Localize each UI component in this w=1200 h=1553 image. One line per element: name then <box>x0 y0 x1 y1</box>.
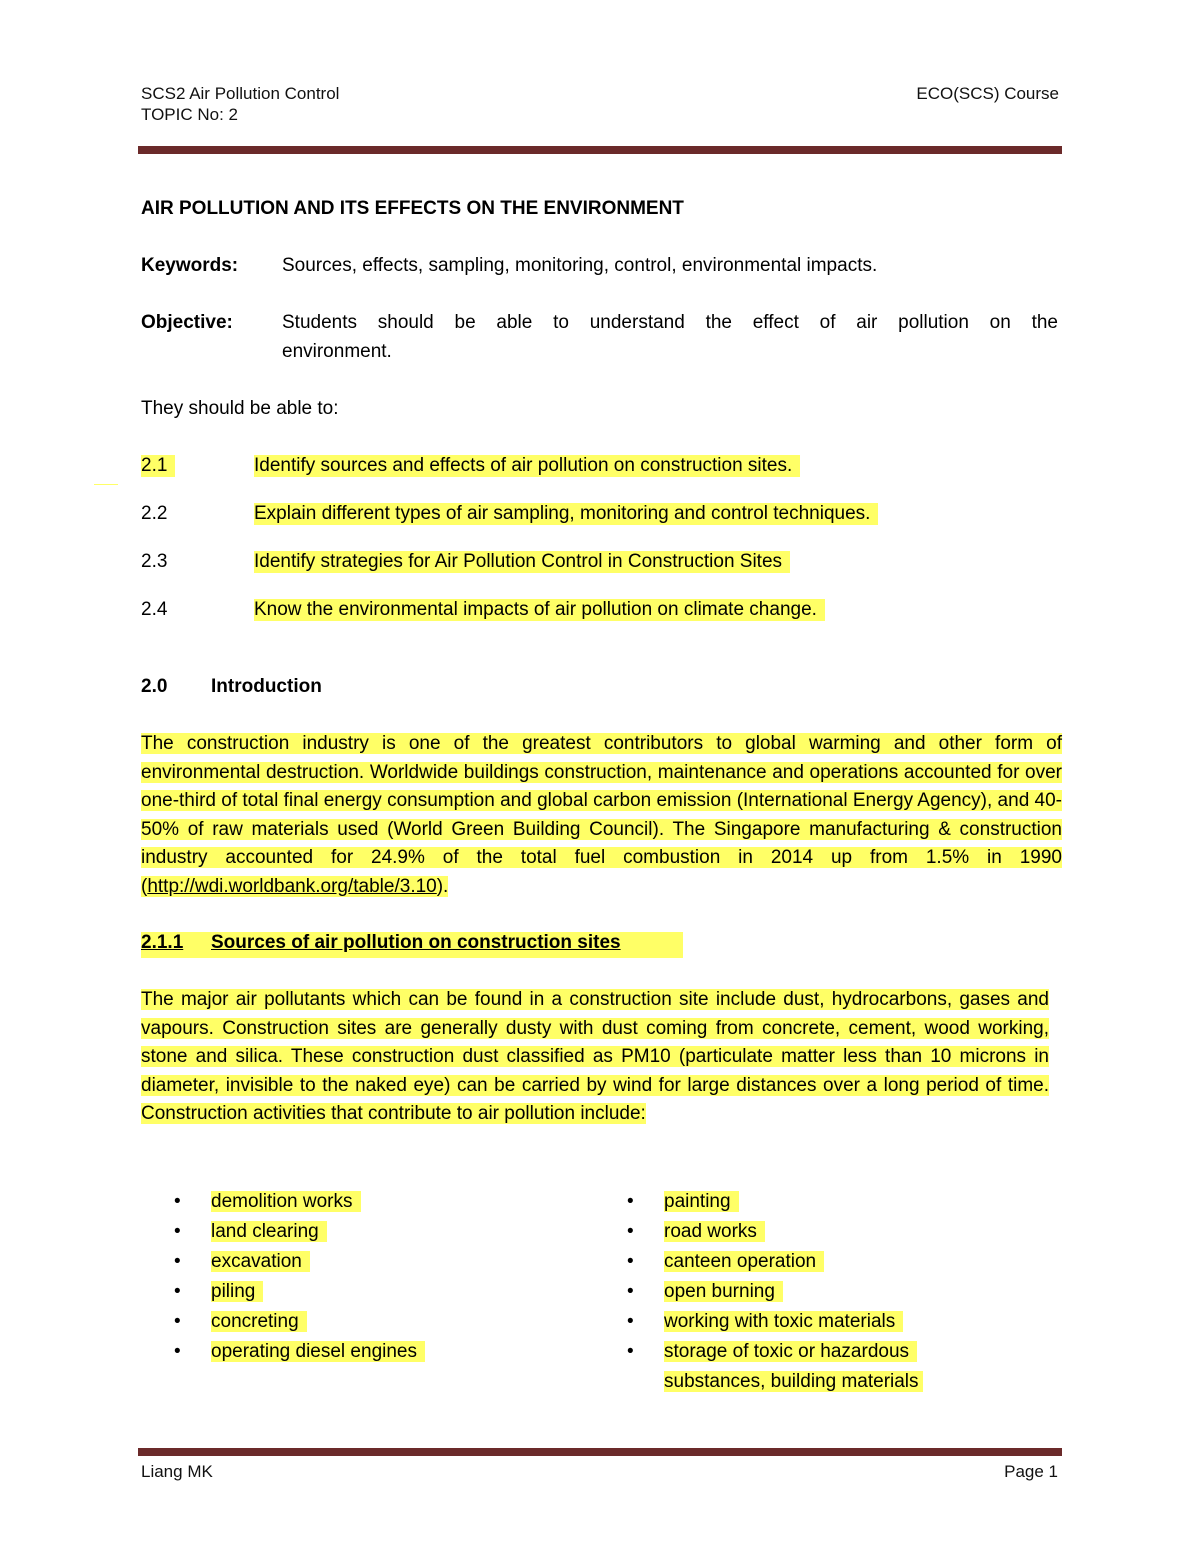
lead-in-text: They should be able to: <box>141 398 339 419</box>
footer-rule <box>138 1448 1062 1456</box>
footer-page-number: Page 1 <box>1004 1462 1058 1481</box>
bullet-icon: • <box>174 1191 181 1212</box>
intro-paragraph <box>141 730 1062 901</box>
header-rule <box>138 146 1062 154</box>
intro-paragraph-end: ). <box>436 875 449 897</box>
intro-paragraph-text: The construction industry is one of the greatest contributors to global warming and other form of environmental destruction. Worldwide buildings construction, maintenance and operations accounted for over one-third of total final energy consumption and global carbon emission (International Energy Agency), and 40-50% of raw materials used (World Green Building Council). The Singapore manufacturing & construction industry accounted for 24.9% of the total fuel combustion in 2014 up from 1.5% in 1990 ( <box>141 733 1062 897</box>
section-211-heading: Sources of air pollution on construction sites <box>211 932 621 953</box>
objective-item: Explain different types of air sampling, monitoring and control techniques. <box>254 503 878 525</box>
objective-label: Objective: <box>141 312 233 333</box>
section-211-paragraph <box>141 986 1049 1129</box>
objective-number: 2.1 <box>141 455 175 477</box>
bullet-icon: • <box>627 1281 634 1302</box>
worldbank-link[interactable]: http://wdi.worldbank.org/table/3.10 <box>147 875 437 897</box>
activities-list-right <box>627 1187 923 1397</box>
activities-list-left <box>174 1187 425 1367</box>
objective-number: 2.2 <box>141 503 168 524</box>
objective-item: Identify sources and effects of air pollution on construction sites. <box>254 455 800 477</box>
bullet-icon: • <box>174 1221 181 1242</box>
header-topic: TOPIC No: 2 <box>141 105 238 124</box>
intro-section-number: 2.0 <box>141 676 168 697</box>
list-item: • demolition works <box>211 1187 425 1217</box>
objective-item: Identify strategies for Air Pollution Control in Construction Sites <box>254 551 790 573</box>
keywords-text: Sources, effects, sampling, monitoring, control, environmental impacts. <box>282 255 878 276</box>
list-item: • working with toxic materials <box>664 1307 923 1337</box>
bullet-icon: • <box>627 1221 634 1242</box>
highlight-mark <box>94 484 118 485</box>
list-item: • open burning <box>664 1277 923 1307</box>
document-title: AIR POLLUTION AND ITS EFFECTS ON THE ENVIRONMENT <box>141 198 684 219</box>
intro-heading: Introduction <box>211 676 322 697</box>
header-course-name: ECO(SCS) Course <box>916 84 1059 103</box>
keywords-label: Keywords: <box>141 255 239 276</box>
bullet-icon: • <box>627 1341 634 1362</box>
list-item: • piling <box>211 1277 425 1307</box>
section-211-number: 2.1.1 <box>141 932 184 953</box>
bullet-icon: • <box>627 1251 634 1272</box>
section-211-paragraph-text: The major air pollutants which can be found in a construction site include dust, hydrocarbons, gases and vapours. Construction sites are generally dusty with dust coming from concrete, cement, wood working, stone and silica. These construction dust classified as PM10 (particulate matter less than 10 microns in diameter, invisible to the naked eye) can be carried by wind for large distances over a long period of time. Construction activities that contribute to air pollution include: <box>141 989 1049 1124</box>
objective-number: 2.4 <box>141 599 168 620</box>
list-item-continuation: substances, building materials <box>664 1367 923 1397</box>
list-item: • excavation <box>211 1247 425 1277</box>
bullet-icon: • <box>627 1191 634 1212</box>
list-item: • land clearing <box>211 1217 425 1247</box>
bullet-icon: • <box>627 1311 634 1332</box>
list-item: • operating diesel engines <box>211 1337 425 1367</box>
list-item: • painting <box>664 1187 923 1217</box>
bullet-icon: • <box>174 1281 181 1302</box>
list-item: • canteen operation <box>664 1247 923 1277</box>
footer-author: Liang MK <box>141 1462 213 1481</box>
bullet-icon: • <box>174 1311 181 1332</box>
objective-text-line2: environment. <box>282 341 392 362</box>
list-item: • storage of toxic or hazardous <box>664 1337 923 1367</box>
objective-text-line1: Students should be able to understand the effect of air pollution on the <box>282 312 1058 333</box>
list-item: • road works <box>664 1217 923 1247</box>
bullet-icon: • <box>174 1341 181 1362</box>
bullet-icon: • <box>174 1251 181 1272</box>
header-course-code: SCS2 Air Pollution Control <box>141 84 340 103</box>
objective-item: Know the environmental impacts of air pollution on climate change. <box>254 599 825 621</box>
list-item: • concreting <box>211 1307 425 1337</box>
objective-number: 2.3 <box>141 551 168 572</box>
